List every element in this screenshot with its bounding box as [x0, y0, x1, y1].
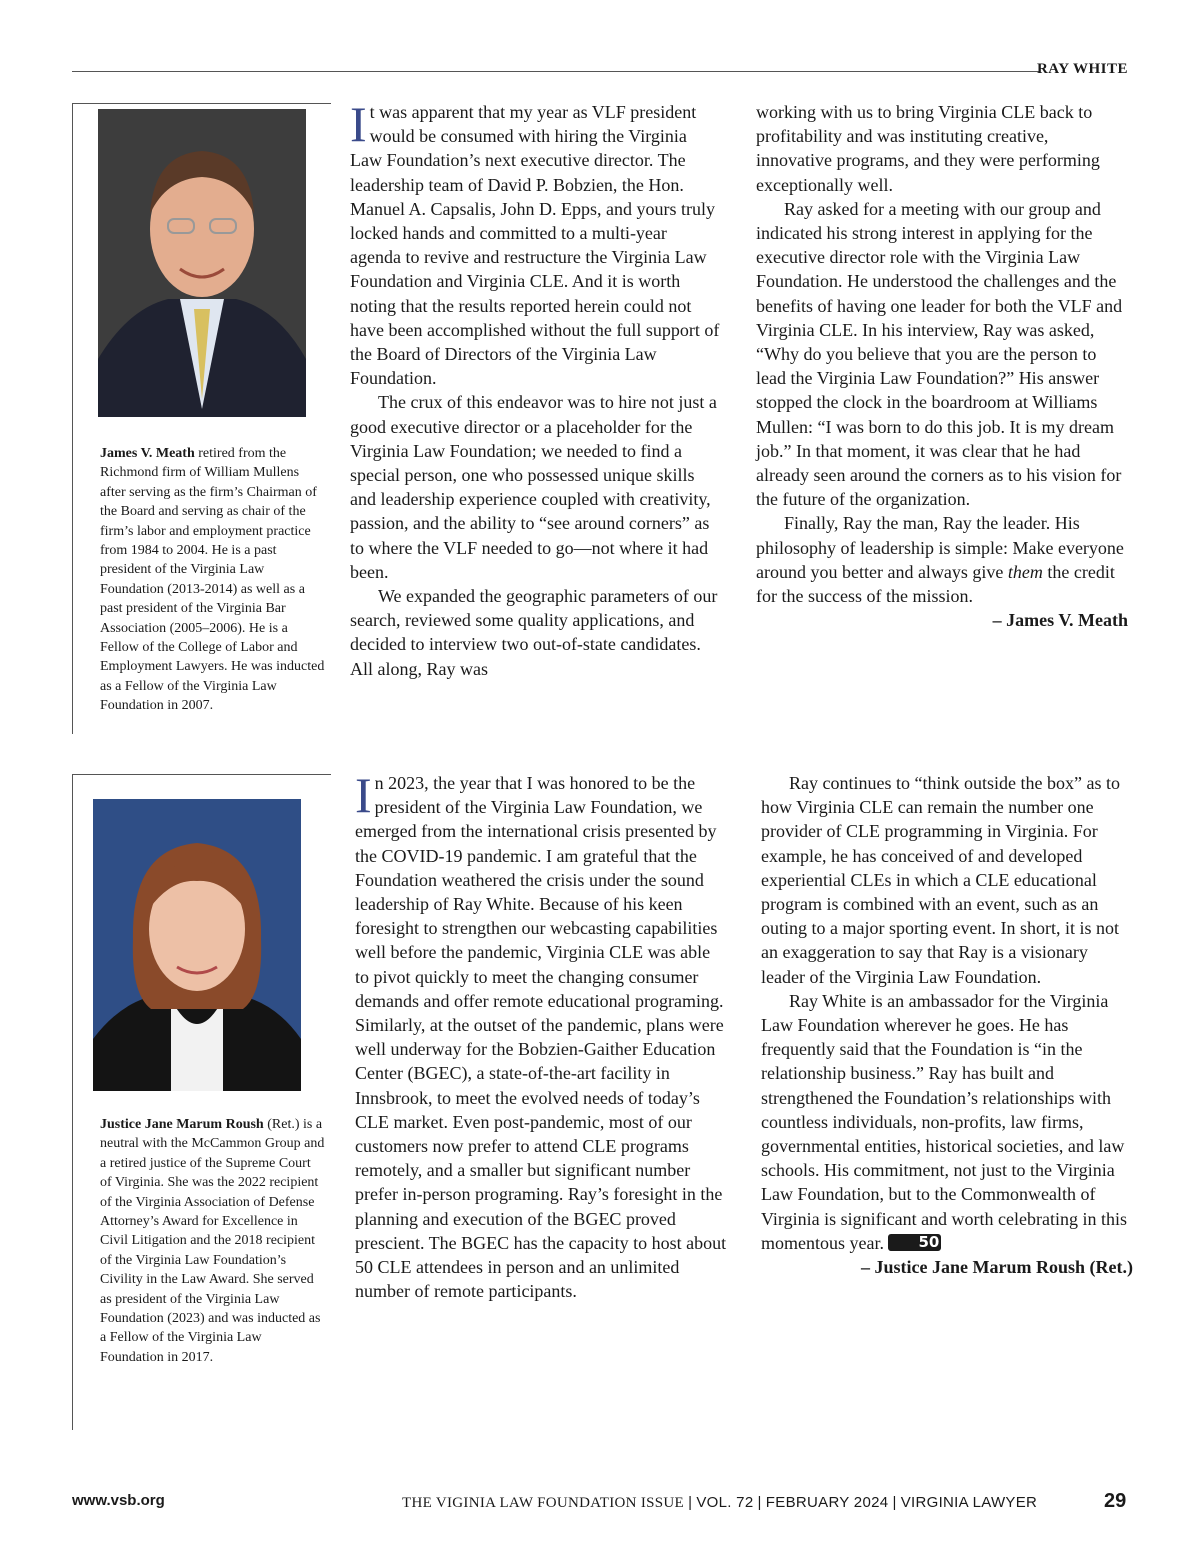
paragraph [350, 96, 722, 390]
footer-volume: VOL. 72 [696, 1494, 754, 1511]
paragraph-text: n 2023, the year that I was honored to be the president of the Virginia Law Foundation, we emerged from the international crisis presented by the COVID-19 pandemic. I am grateful that the Foundation weathered the crisis under the sound leadership of Ray White. Because of his keen foresight to strengthen our webcasting capabilities well before the pandemic, Virginia CLE was able to pivot quickly to meet the changing consumer demands and offer remote educational programing. Similarly, at the outset of the pandemic, plans were well underway for the Bobzien-Gaither Education Center (BGEC), a state-of-the-art facility in Innsbrook, to meet the evolved needs of today’s CLE market. Even post-pandemic, most of our customers now prefer to attend CLE programs remotely, and a smaller but significant number prefer in-person programing. Ray’s foresight in the planning and execution of the BGEC proved prescient. The BGEC has the capacity to host about 50 CLE attendees in person and an unlimited number of remote participants. [355, 773, 727, 1302]
paragraph [756, 511, 1128, 608]
footer-website: www.vsb.org [72, 1492, 165, 1509]
signature-roush: – Justice Jane Marum Roush (Ret.) [861, 1257, 1133, 1278]
header-rule [72, 71, 1040, 72]
photo-meath [98, 109, 306, 417]
footer-separator: | [688, 1494, 693, 1511]
anniversary-50-icon: 50 [888, 1234, 941, 1251]
portrait-woman-icon [93, 799, 301, 1091]
running-head: RAY WHITE [1036, 61, 1128, 77]
paragraph: working with us to bring Virginia CLE back to profitability and was instituting creative, innovative programs, and they were performing exceptionally well. [756, 102, 1100, 195]
photo-roush [93, 799, 301, 1091]
sidebar-meath [72, 103, 331, 734]
drop-cap: I [355, 767, 372, 823]
paragraph [761, 989, 1133, 1255]
paragraph: The crux of this endeavor was to hire not just a good executive director or a placeholder for the Virginia Law Foundation; we needed to find a special person, one who possessed unique skills and leadership experience coupled with creativity, passion, and the ability to “see around corners” as to where the VLF needed to go—not where it had been. [350, 392, 717, 582]
paragraph-text: t was apparent that my year as VLF president would be consumed with hiring the Virginia Law Foundation’s next executive director. The leadership team of David P. Bobzien, the Hon. Manuel A. Capsalis, John D. Epps, and yours truly locked hands and committed to a multi-year agenda to revive and restructure the Virginia Law Foundation and Virginia CLE. And it is worth noting that the results reported herein could not have been accomplished without the full support of the Board of Directors of the Virginia Law Foundation. [350, 102, 720, 389]
bio-name: James V. Meath [100, 446, 195, 461]
sidebar-roush [72, 774, 331, 1430]
bio-meath [100, 444, 325, 716]
footer-magazine: VIRGINIA LAWYER [900, 1494, 1038, 1511]
paragraph-text: Ray White is an ambassador for the Virginia Law Foundation wherever he goes. He has frequently said that the Foundation is “in the relationship business.” Ray has built and strengthened the Foundation’s relationships with countless individuals, non-profits, law firms, governmental entities, historical societies, and law schools. His commitment, not just to the Virginia Law Foundation, but to the Commonwealth of Virginia is significant and worth celebrating in this momentous year. [761, 990, 1128, 1253]
page-number: 29 [1104, 1490, 1127, 1512]
portrait-man-icon [98, 109, 306, 417]
emphasis: them [1007, 561, 1043, 582]
signature-meath: – James V. Meath [992, 610, 1128, 631]
bio-name: Justice Jane Marum Roush [100, 1117, 264, 1132]
footer-issue-line [402, 1494, 1037, 1512]
bio-text: (Ret.) is a neutral with the McCammon Group and a retired justice of the Supreme Court of Virginia. She was the 2022 recipient of the Virginia Association of Defense Attorney’s Award for Excellence in Civil Litigation and the 2018 recipient of the Virginia Law Foundation’s Civility in the Law Award. She served as president of the Virginia Law Foundation (2023) and was inducted as a Fellow of the Virginia Law Foundation in 2017. [100, 1117, 325, 1365]
paragraph: We expanded the geographic parameters of our search, reviewed some quality applications, and decided to interview two out-of-state candidates. All along, Ray was [350, 586, 718, 679]
footer-issue: THE VIGINIA LAW FOUNDATION ISSUE [402, 1495, 684, 1511]
paragraph: Ray asked for a meeting with our group and indicated his strong interest in applying for the executive director role with the Virginia Law Foundation. He understood the challenges and the benefits of having one leader for both the VLF and Virginia CLE. In his interview, Ray was asked, “Why do you believe that you are the person to lead the Virginia Law Foundation?” His answer stopped the clock in the boardroom at Williams Mullen: “I was born to do this job. It is my dream job.” In that moment, it was clear that he had already seen around the corners as to his vision for the future of the organization. [756, 198, 1123, 510]
footer-separator: | [892, 1494, 897, 1511]
drop-cap: I [350, 96, 367, 152]
article1-column1 [350, 96, 722, 681]
article1-column2 [756, 100, 1128, 632]
paragraph-text: Finally, Ray the man, Ray the leader. His philosophy of leadership is simple: Make everyone around you better and always give [756, 513, 1124, 582]
paragraph [355, 767, 727, 1303]
paragraph-text: the credit for the success of the mission. [756, 561, 1115, 607]
footer-date: FEBRUARY 2024 [765, 1494, 889, 1511]
paragraph: Ray continues to “think outside the box” as to how Virginia CLE can remain the number one provider of CLE programming in Virginia. For example, he has conceived of and developed experiential CLEs in which a CLE educational program is combined with an event, such as an outing to a major sporting event. In short, it is not an exaggeration to say that Ray is a visionary leader of the Virginia Law Foundation. [761, 773, 1120, 987]
bio-roush [100, 1115, 325, 1367]
footer-separator: | [757, 1494, 762, 1511]
article2-column1 [355, 767, 727, 1303]
bio-text: retired from the Richmond firm of William Mullens after serving as the firm’s Chairman of the Board and serving as chair of the firm’s labor and employment practice from 1984 to 2004. He is a past president of the Virginia Law Foundation (2013-2014) as well as a past president of the Virginia Bar Association (2005–2006). He is a Fellow of the College of Labor and Employment Lawyers. He was inducted as a Fellow of the Virginia Law Foundation in 2007. [100, 446, 325, 714]
article2-column2 [761, 771, 1133, 1279]
